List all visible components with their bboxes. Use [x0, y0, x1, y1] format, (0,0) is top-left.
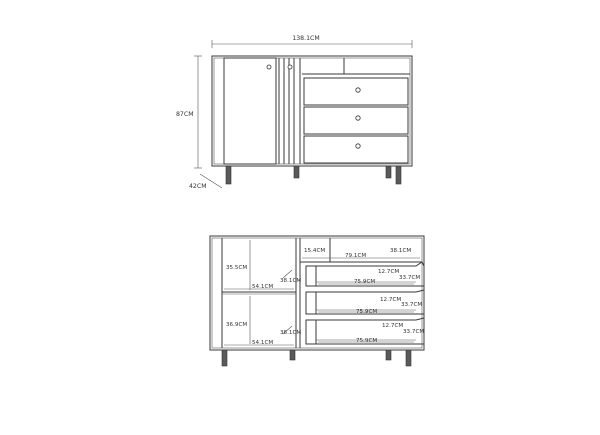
cabinet-body	[212, 56, 412, 166]
slat-door-knob	[288, 65, 292, 69]
left-top-depth-line	[283, 270, 292, 278]
left-top-height-label: 35.5CM	[226, 265, 248, 271]
drawer-1-height-label: 12.7CM	[378, 269, 400, 275]
drawer-bottom	[304, 136, 408, 163]
drawer-3-front	[306, 320, 316, 344]
drawer-1-depth-label: 33.7CM	[399, 275, 421, 281]
interior-view	[210, 236, 424, 366]
left-door	[224, 58, 276, 164]
left-bottom-height-label: 36.9CM	[226, 322, 248, 328]
width-label: 138.1CM	[292, 35, 320, 42]
depth-label: 42CM	[189, 183, 207, 190]
left-bottom-depth-label: 38.1CM	[280, 330, 302, 336]
left-bottom-width-label: 54.1CM	[252, 340, 274, 346]
closed-cabinet-view	[176, 35, 412, 190]
drawer-2-height-label: 12.7CM	[380, 297, 402, 303]
left-top-depth-label: 38.1CM	[280, 278, 302, 284]
height-label: 87CM	[176, 111, 194, 118]
leg-back-left	[294, 166, 299, 178]
left-top-width-label: 54.1CM	[252, 284, 274, 290]
drawer-3-height-label: 12.7CM	[382, 323, 404, 329]
shelf-height-label: 15.4CM	[304, 248, 326, 254]
interior-leg-back-left	[290, 350, 295, 360]
drawer-3-depth-label: 33.7CM	[403, 329, 425, 335]
interior-inner-edge	[212, 238, 425, 348]
drawer-3-width-label: 75.9CM	[356, 338, 378, 344]
interior-leg-front-right	[406, 350, 411, 366]
drawer-1-front	[306, 266, 316, 286]
drawer-2-front	[306, 292, 316, 314]
interior-leg-back-right	[386, 350, 391, 360]
left-door-knob	[267, 65, 271, 69]
shelf-depth-label: 38.1CM	[390, 248, 412, 254]
drawer-middle	[304, 107, 408, 134]
drawer-2-width-label: 75.9CM	[356, 309, 378, 315]
drawer-1-width-label: 75.9CM	[354, 279, 376, 285]
leg-front-right	[396, 166, 401, 184]
drawer-bottom-knob	[356, 144, 360, 148]
interior-leg-front-left	[222, 350, 227, 366]
leg-back-right	[386, 166, 391, 178]
drawer-top-knob	[356, 88, 360, 92]
leg-front-left	[226, 166, 231, 184]
drawer-2-depth-label: 33.7CM	[401, 302, 423, 308]
drawer-middle-knob	[356, 116, 360, 120]
shelf-width-label: 79.1CM	[345, 253, 367, 259]
